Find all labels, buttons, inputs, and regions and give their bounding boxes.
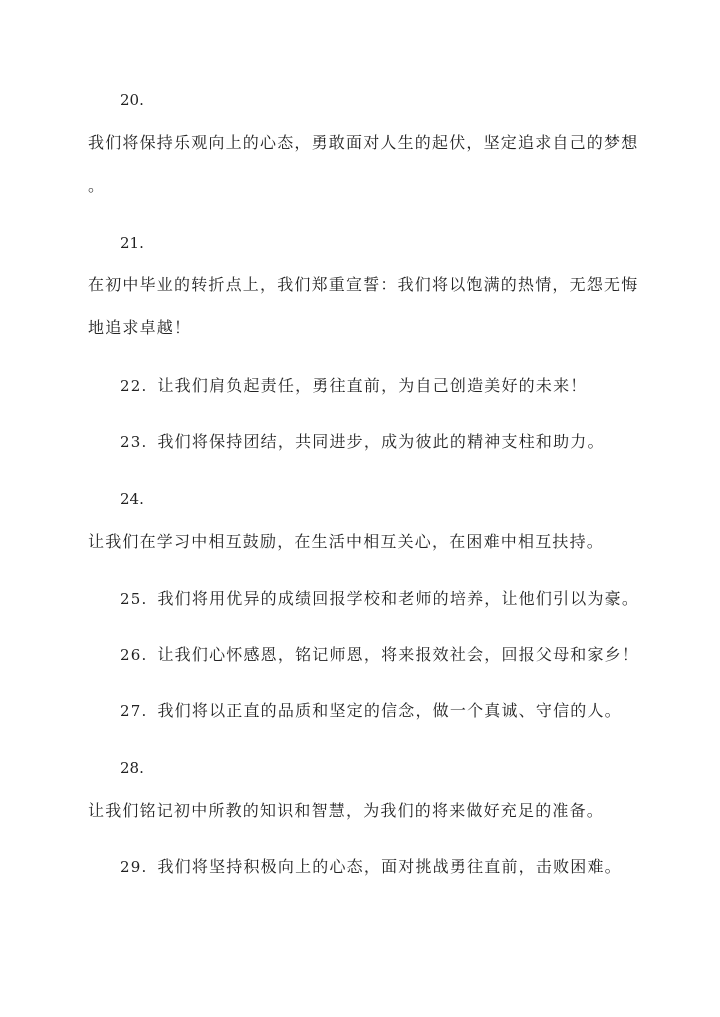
item-26: [120, 645, 639, 665]
item-number-27: 27.: [120, 702, 148, 720]
item-number-21: 21.: [120, 234, 144, 252]
item-23: [120, 432, 605, 452]
item-number-25: 25.: [120, 590, 148, 608]
item-text-28: 让我们铭记初中所教的知识和智慧，为我们的将来做好充足的准备。: [88, 801, 605, 820]
item-text-23: 我们将保持团结，共同进步，成为彼此的精神支柱和助力。: [157, 432, 605, 451]
item-25: [120, 589, 639, 609]
item-text-25: 我们将用优异的成绩回报学校和老师的培养，让他们引以为豪。: [157, 589, 640, 608]
item-text-20-line2: 。: [88, 176, 106, 195]
item-number-24: 24.: [120, 490, 144, 508]
item-text-26: 让我们心怀感恩，铭记师恩，将来报效社会，回报父母和家乡！: [157, 645, 640, 664]
item-text-20-line1: 我们将保持乐观向上的心态，勇敢面对人生的起伏，坚定追求自己的梦想: [88, 133, 639, 152]
item-text-24: 让我们在学习中相互鼓励，在生活中相互关心，在困难中相互扶持。: [88, 532, 605, 551]
item-number-28: 28.: [120, 759, 144, 777]
item-text-22: 让我们肩负起责任，勇往直前，为自己创造美好的未来！: [157, 376, 588, 395]
item-number-29: 29.: [120, 858, 148, 876]
item-29: [120, 857, 622, 877]
item-text-21-line1: 在初中毕业的转折点上，我们郑重宣誓：我们将以饱满的热情，无怨无悔: [88, 275, 639, 294]
item-number-22: 22.: [120, 377, 148, 395]
item-number-26: 26.: [120, 646, 148, 664]
item-27: [120, 701, 622, 721]
item-text-29: 我们将坚持积极向上的心态，面对挑战勇往直前，击败困难。: [157, 857, 622, 876]
item-text-27: 我们将以正直的品质和坚定的信念，做一个真诚、守信的人。: [157, 701, 622, 720]
item-text-21-line2: 地追求卓越！: [88, 318, 192, 337]
item-22: [120, 376, 587, 396]
item-number-23: 23.: [120, 433, 148, 451]
item-number-20: 20.: [120, 91, 144, 109]
